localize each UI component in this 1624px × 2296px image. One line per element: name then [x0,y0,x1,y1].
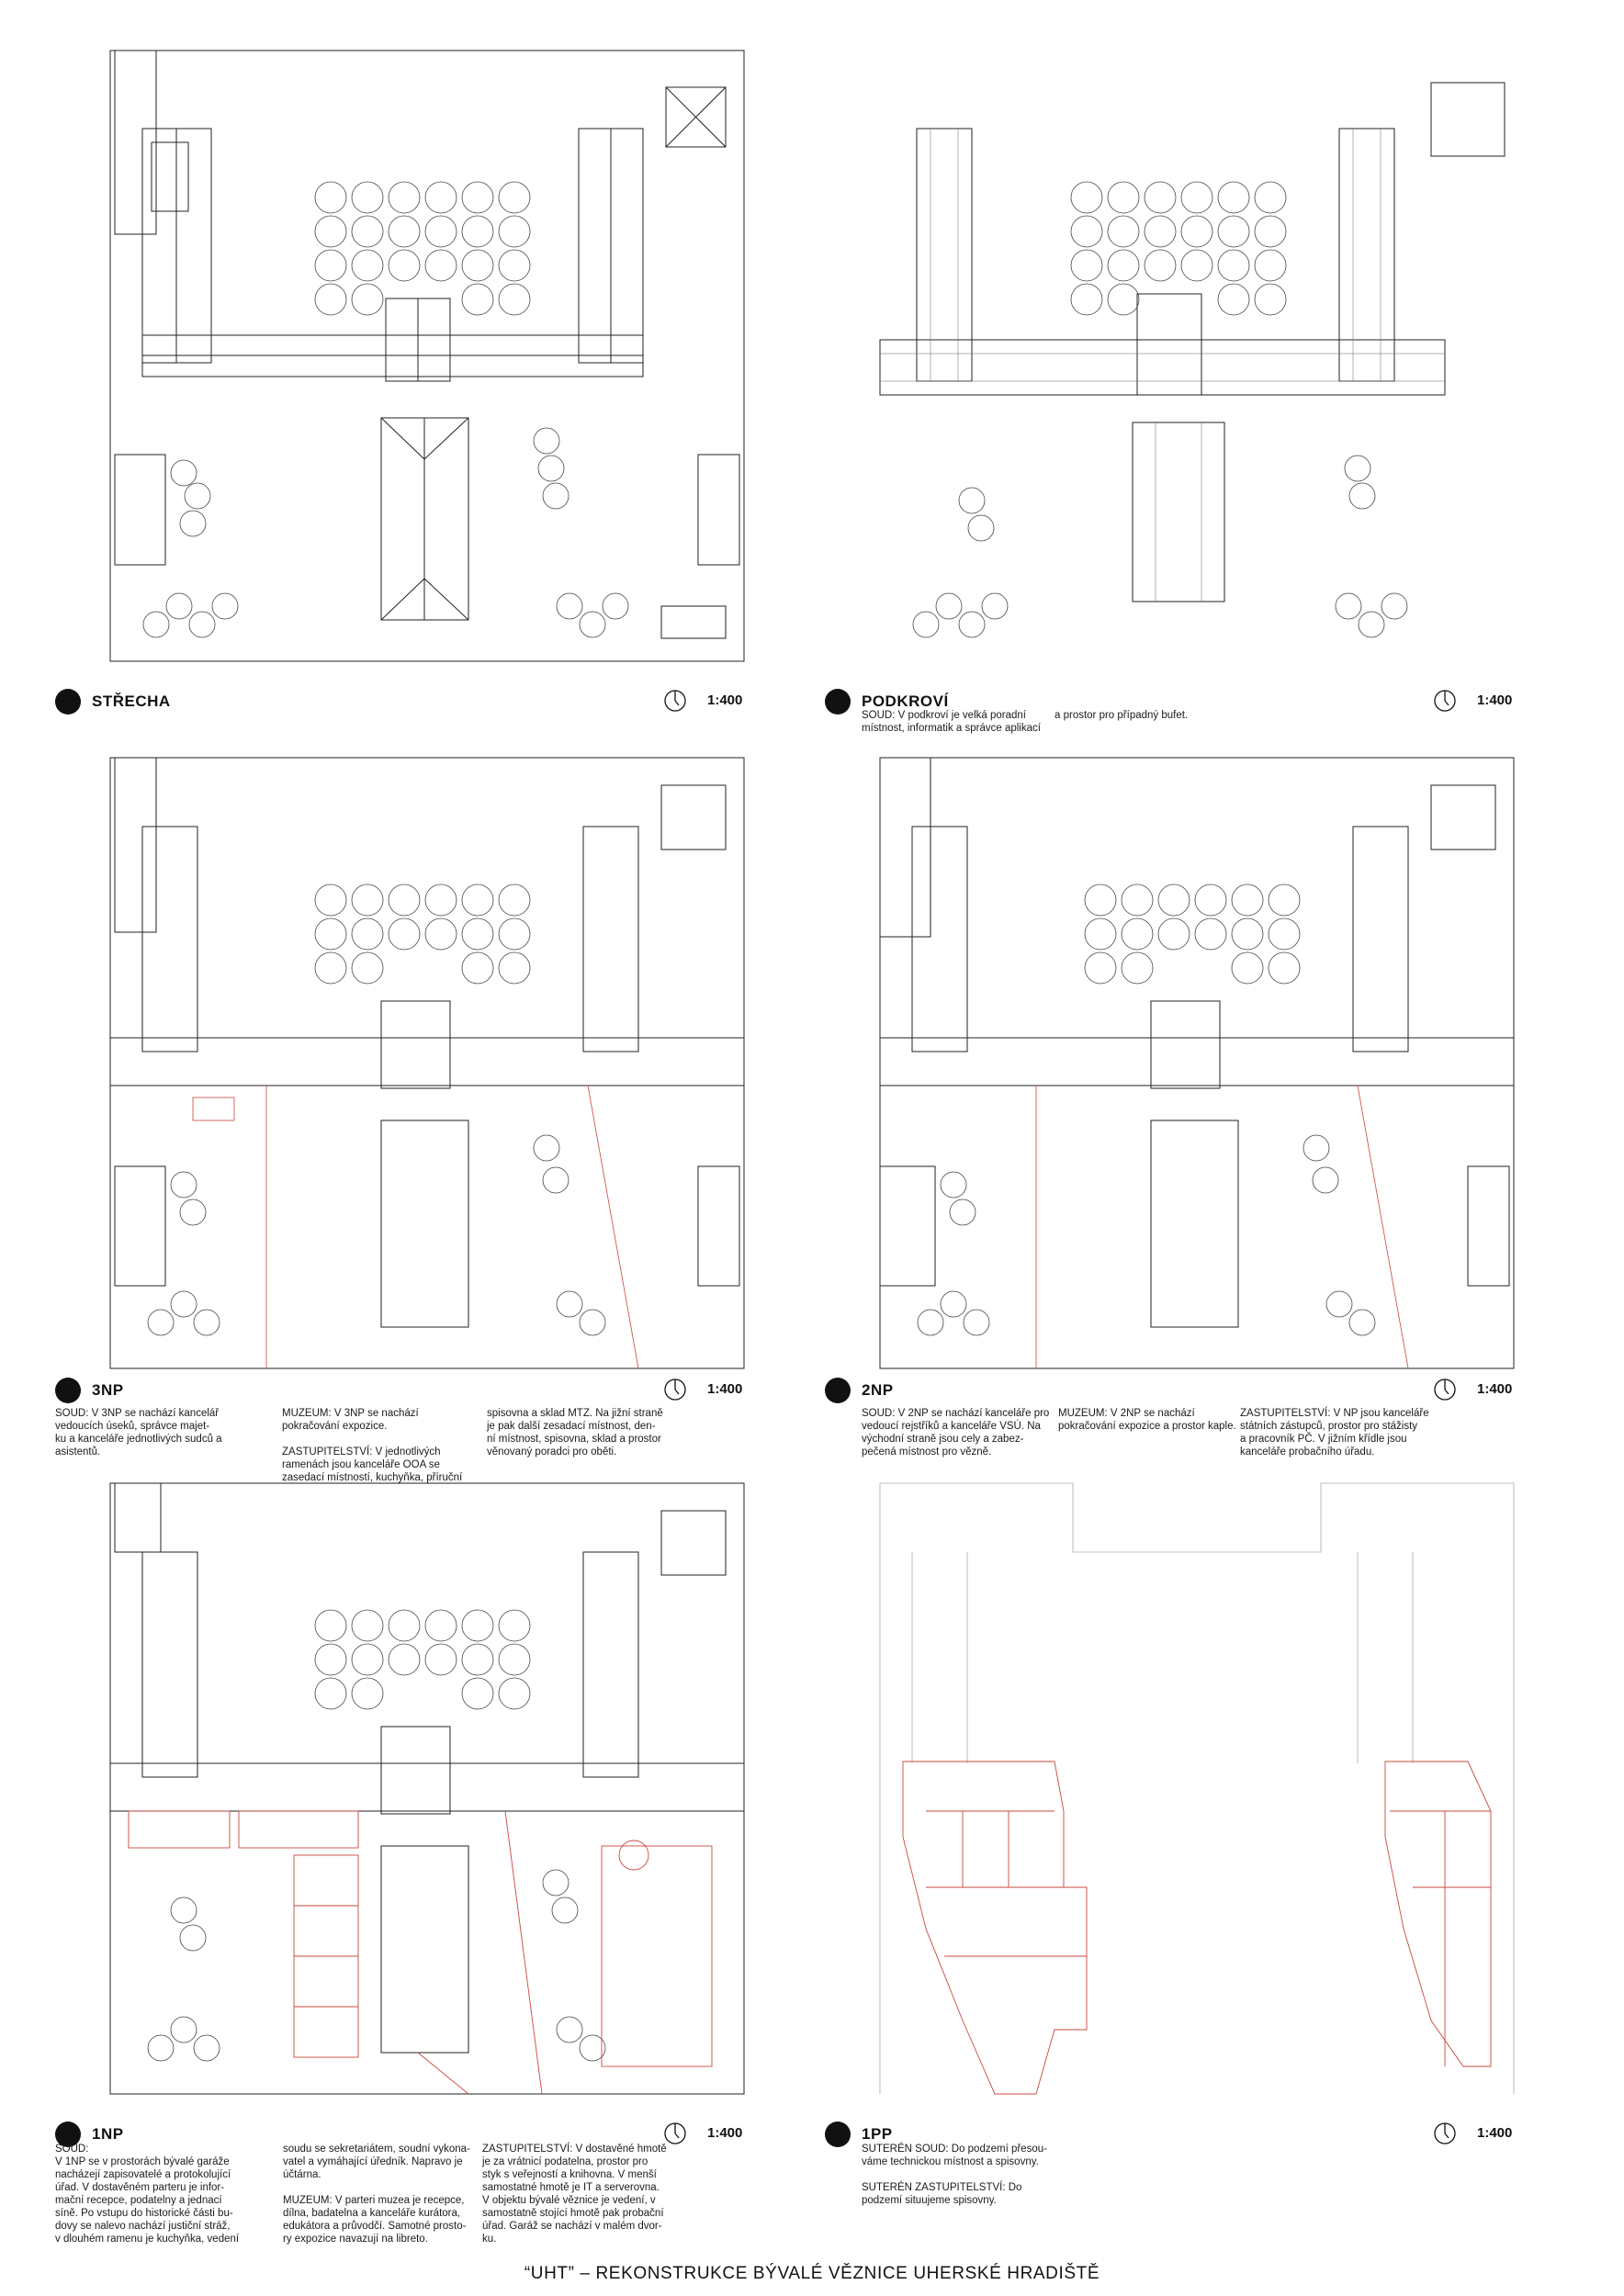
roof-plan-drawing [55,37,762,680]
panel-title: STŘECHA [92,692,171,710]
description-text: SUTERÉN SOUD: Do podzemí přesou- váme technickou místnost a spisovny. SUTERÉN ZASTUPITELSTVÍ: Do podzemí situujeme spisovny. [862,2144,1047,2206]
north-arrow-icon [663,1378,687,1401]
scale-label: 1:400 [1477,2125,1513,2141]
description-text: a prostor pro případný bufet. [1054,710,1189,721]
panel-title: 1PP [862,2125,893,2143]
description-text: soudu se sekretariátem, soudní vykona- vatel a vymáhající úředník. Napravo je účtárna. MUZEUM: V parteri muzea je recepce, dílna, badatelna a kanceláře kurátora, edukátora a průvodčí. Samotné prosto- ry expozice navazují na libreto. [283,2144,470,2245]
scale-label: 1:400 [707,692,743,708]
floor-3np-plan-drawing [55,744,762,1387]
description-text: ZASTUPITELSTVÍ: V dostavěné hmotě je za vrátnicí podatelna, prostor pro styk s veřejností a knihovna. V menší samostatné hmotě je IT a serverovna. V objektu bývalé věznice je vedení, v samostatně stojící hmotě pak probační úřad. Garáž se nachází v malém dvor- ku. [482,2144,667,2245]
bullet-dot [825,689,851,715]
bullet-dot [55,689,81,715]
description-text: SOUD: V podkroví je velká poradní místnost, informatik a správce aplikací [862,710,1041,734]
attic-plan-drawing [825,37,1532,680]
floor-2np-plan-drawing [825,744,1532,1387]
bullet-dot [825,2122,851,2147]
basement-1pp-plan-drawing [825,1469,1532,2112]
panel-header [55,1378,762,1405]
bullet-dot [55,1378,81,1403]
bullet-dot [825,1378,851,1403]
panel-title: 2NP [862,1381,894,1399]
north-arrow-icon [663,689,687,713]
scale-label: 1:400 [707,2125,743,2141]
floor-1np-plan-drawing [55,1469,762,2112]
description-text: spisovna a sklad MTZ. Na jižní straně je pak další zesadací místnost, den- ní místnost, spisovna, sklad a prostor věnovaný poradci pro oběti. [487,1408,663,1458]
scale-label: 1:400 [1477,1381,1513,1397]
north-arrow-icon [1433,689,1457,713]
north-arrow-icon [1433,2122,1457,2145]
panel-title: PODKROVÍ [862,692,949,710]
panel-title: 1NP [92,2125,124,2143]
description-text: MUZEUM: V 3NP se nachází pokračování expozice. ZASTUPITELSTVÍ: V jednotlivých ramenách jsou kanceláře OOA se zasedací místností, kuchyňka, příruční [282,1408,463,1483]
description-text: MUZEUM: V 2NP se nachází pokračování expozice a prostor kaple. [1058,1408,1236,1432]
scale-label: 1:400 [1477,692,1513,708]
description-text: ZASTUPITELSTVÍ: V NP jsou kanceláře státních zástupců, prostor pro stážisty a pracovník PČ. V jižním křídle jsou kanceláře probačního úřadu. [1240,1408,1429,1458]
description-text: SOUD: V 3NP se nachází kancelář vedoucích úseků, správce majet- ku a kanceláře jednotlivých sudců a asistentů. [55,1408,222,1458]
description-text: SOUD: V 2NP se nachází kanceláře pro vedoucí rejstříků a kanceláře VSÚ. Na východní straně jsou cely a zabez- pečená místnost pro vězně. [862,1408,1050,1458]
description-text: SOUD: V 1NP se v prostorách bývalé garáže nacházejí zapisovatelé a protokolující úřad. V dostavěném parteru je infor- mační recepce, podatelny a jednací síně. Po vstupu do historické části bu- dovy se nalevo nachází justiční stráž, v dlouhém ramenu je kuchyňka, vedení [55,2144,240,2245]
footer-title: “UHT” – REKONSTRUKCE BÝVALÉ VĚZNICE UHERSKÉ HRADIŠTĚ [524,2264,1100,2283]
scale-label: 1:400 [707,1381,743,1397]
panel-header [55,689,762,716]
panel-header [825,1378,1532,1405]
north-arrow-icon [1433,1378,1457,1401]
panel-title: 3NP [92,1381,124,1399]
